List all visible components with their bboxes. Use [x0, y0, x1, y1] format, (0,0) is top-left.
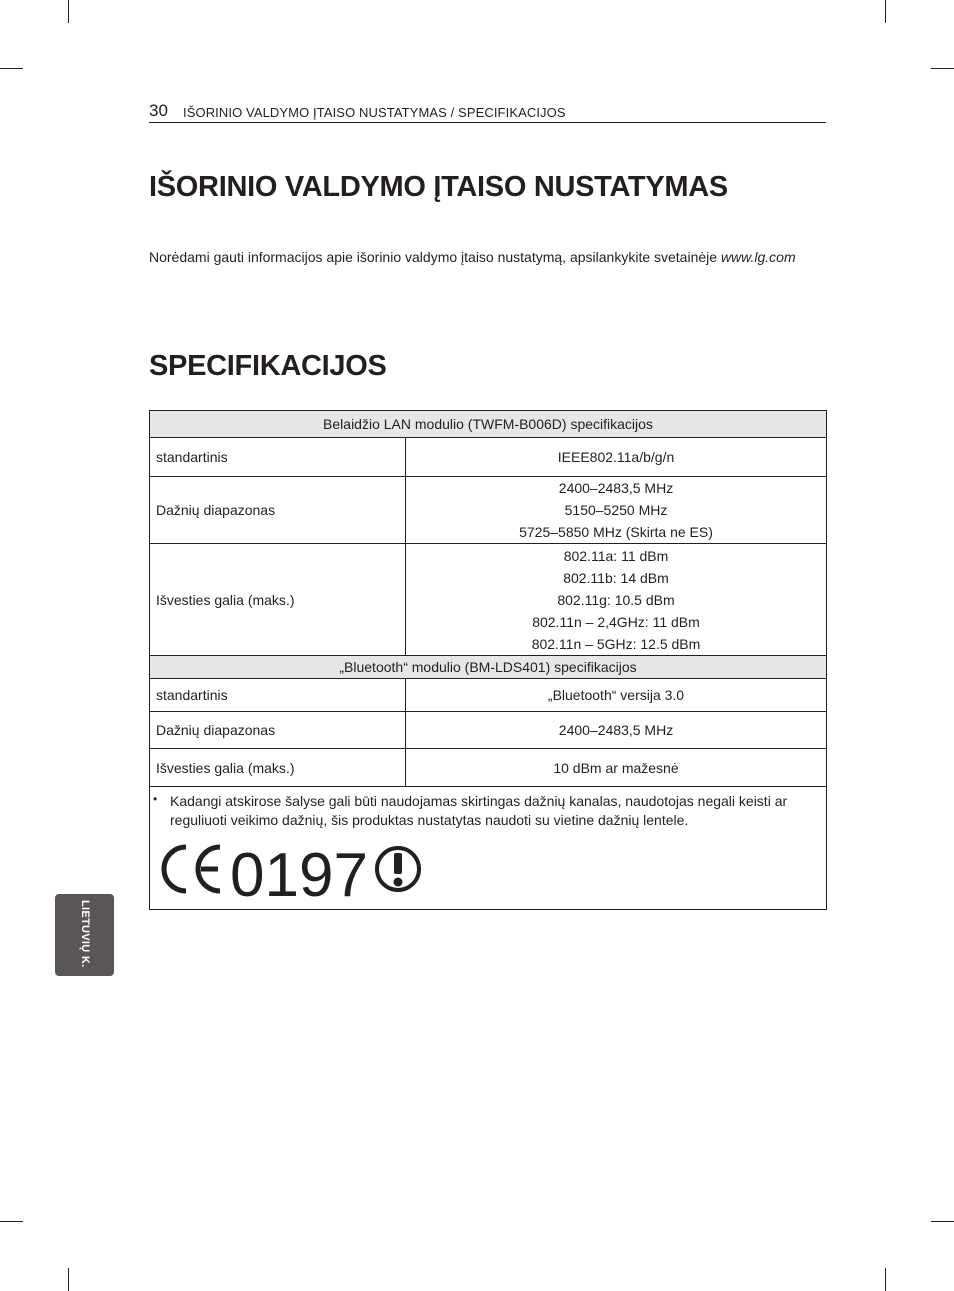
crop-mark [885, 0, 886, 23]
page-number: 30 [149, 101, 168, 120]
bt-freq-value: 2400–2483,5 MHz [406, 712, 827, 749]
bt-freq-label: Dažnių diapazonas [150, 712, 406, 749]
crop-mark [68, 0, 69, 23]
wlan-power-value: 802.11n – 2,4GHz: 11 dBm [532, 613, 700, 630]
running-title: IŠORINIO VALDYMO ĮTAISO NUSTATYMAS / SPECIFIKACIJOS [183, 105, 566, 120]
language-tab [55, 894, 114, 976]
wlan-power-value: 802.11b: 14 dBm [563, 569, 669, 586]
wlan-freq-label: Dažnių diapazonas [150, 477, 406, 544]
wlan-power-value: 802.11g: 10.5 dBm [557, 591, 675, 608]
wlan-freq-value: 5725–5850 MHz (Skirta ne ES) [519, 524, 713, 540]
ce-number: 0197 [230, 841, 368, 903]
table-row [150, 544, 827, 656]
bullet: • [153, 792, 158, 806]
crop-mark [0, 68, 23, 69]
language-tab-label: LIETUVIŲ K. [79, 900, 91, 968]
ce-c-icon [164, 847, 186, 891]
wlan-freq-value: 2400–2483,5 MHz [558, 480, 674, 496]
crop-mark [931, 1221, 954, 1222]
wlan-standard-value: IEEE802.11a/b/g/n [406, 438, 827, 477]
table-row [150, 749, 827, 787]
spec-table [149, 410, 827, 910]
crop-mark [0, 1221, 23, 1222]
bt-standard-value: „Bluetooth“ versija 3.0 [406, 679, 827, 712]
table-row [150, 712, 827, 749]
intro-paragraph [149, 249, 796, 265]
table-row [150, 438, 827, 477]
bt-power-label: Išvesties galia (maks.) [150, 749, 406, 787]
bt-standard-label: standartinis [150, 679, 406, 712]
note-text: Kadangi atskirose šalyse gali būti naudojamas skirtingas dažnių kanalas, naudotojas negali keisti ar reguliuoti veikimo dažnių, šis produktas nustatytas naudoti su vietine dažnių lentele. [170, 793, 788, 828]
table-row [150, 411, 827, 438]
crop-mark [885, 1268, 886, 1291]
table-row [150, 679, 827, 712]
table-row [150, 477, 827, 544]
wlan-standard-label: standartinis [150, 438, 406, 477]
intro-text: Norėdami gauti informacijos apie išorinio valdymo įtaiso nustatymą, apsilankykite svetainėje [149, 249, 721, 265]
wlan-power-values [406, 544, 827, 656]
section-title-specifications: SPECIFIKACIJOS [149, 350, 387, 382]
wlan-power-value: 802.11a: 11 dBm [563, 547, 669, 564]
wlan-freq-value: 5150–5250 MHz [564, 502, 668, 518]
wlan-heading: Belaidžio LAN modulio (TWFM-B006D) specifikacijos [150, 411, 827, 438]
crop-mark [931, 68, 954, 69]
bluetooth-heading: „Bluetooth“ modulio (BM-LDS401) specifikacijos [150, 656, 827, 679]
bt-power-value: 10 dBm ar mažesnė [406, 749, 827, 787]
section-title-external-control: IŠORINIO VALDYMO ĮTAISO NUSTATYMAS [149, 171, 728, 203]
wlan-power-value: 802.11n – 5GHz: 12.5 dBm [531, 635, 701, 652]
wlan-power-label: Išvesties galia (maks.) [150, 544, 406, 656]
page-header [149, 100, 826, 123]
ce-mark [158, 839, 428, 903]
alert-icon [377, 848, 419, 890]
wlan-freq-values [406, 477, 827, 544]
crop-mark [68, 1268, 69, 1291]
website-link[interactable]: www.lg.com [720, 249, 796, 265]
table-row [150, 656, 827, 679]
note-cell [150, 787, 827, 910]
table-row [150, 787, 827, 910]
